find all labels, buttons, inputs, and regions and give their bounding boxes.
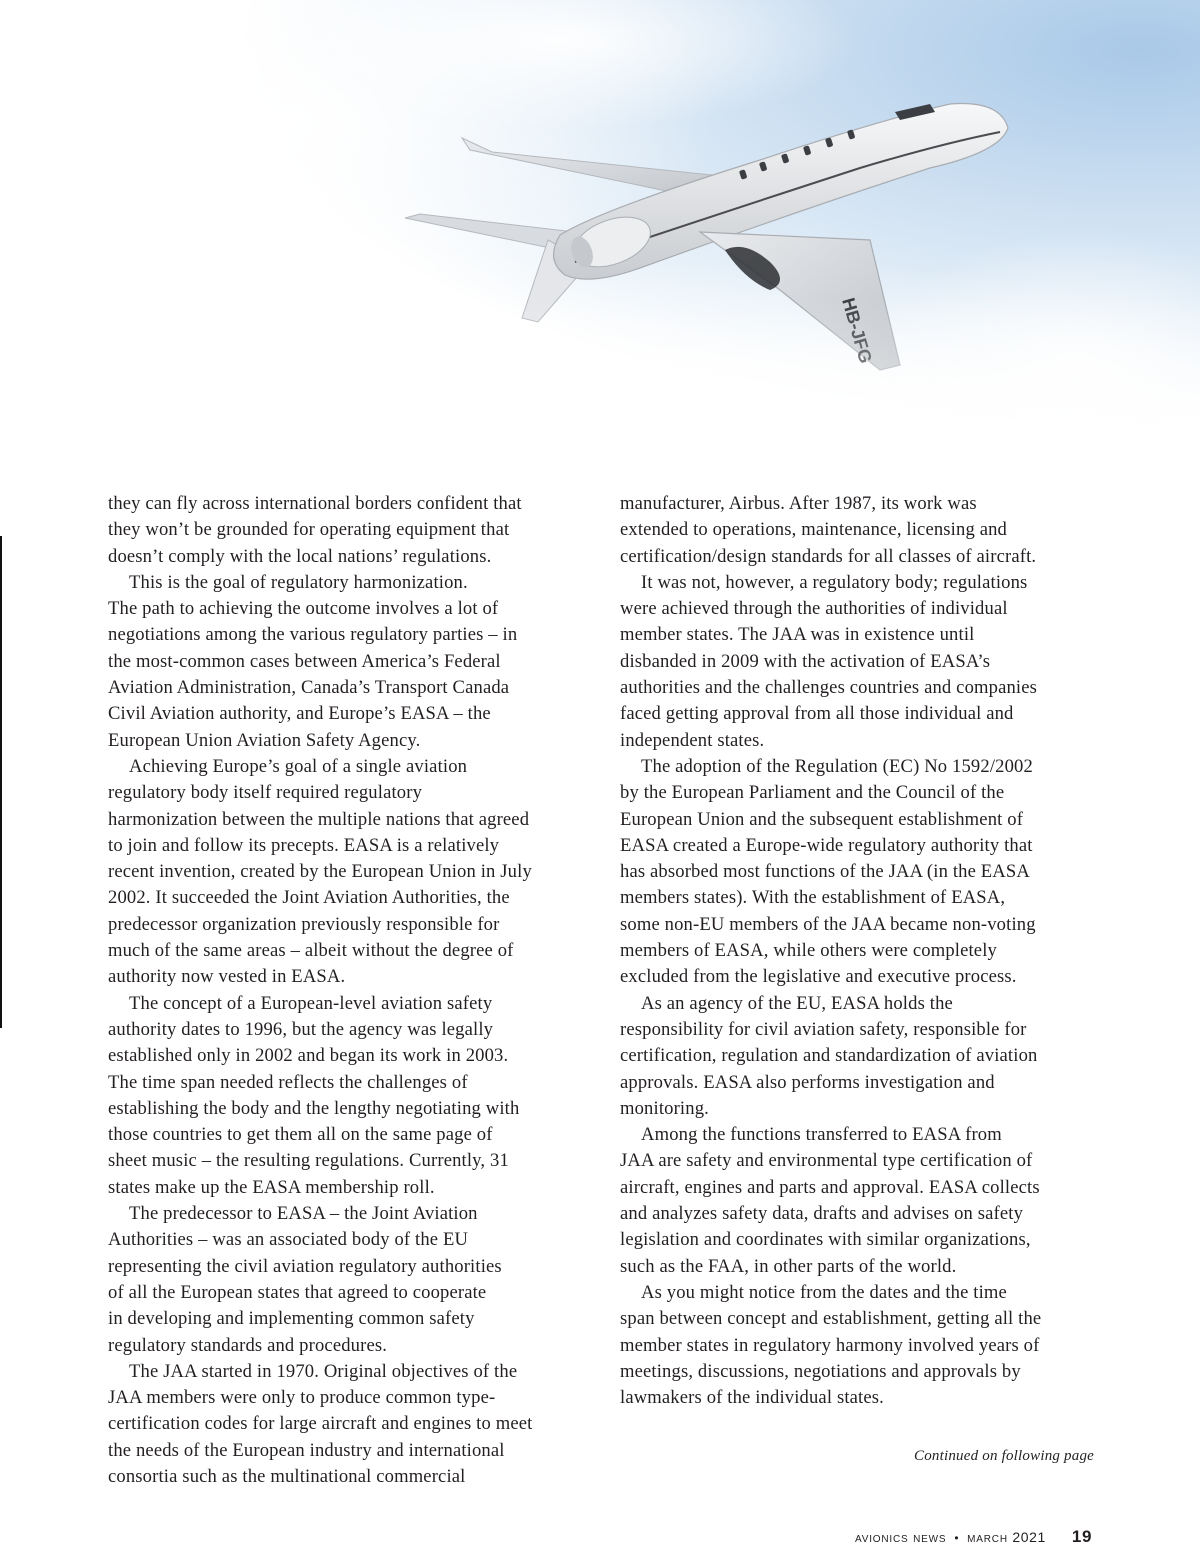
issue-year: 2021 xyxy=(1012,1529,1046,1545)
hero-photo xyxy=(0,0,1200,500)
paragraph: This is the goal of regulatory harmonization. The path to achieving the outcome involves a lot of negotiations among the various regulatory parties – in the most-common cases between America’s Federal Aviation Administration, Canada’s Transport Canada Civil Aviation authority, and Europe’s EASA – the European Union Aviation Safety Agency. xyxy=(108,571,518,751)
issue-month: march xyxy=(967,1529,1008,1545)
issue-date xyxy=(967,1529,1046,1545)
binding-edge-line xyxy=(0,536,2,1028)
paragraph: The predecessor to EASA – the Joint Aviation Authorities – was an associated body of the EU representing the civil aviation regulatory authorities of all the European states that agreed to cooperate in developing and implementing common safety regulatory standards and procedures. xyxy=(108,1203,502,1356)
paragraph: manufacturer, Airbus. After 1987, its work was extended to operations, maintenance, licensing and certification/design standards for all classes of aircraft. xyxy=(620,493,1037,567)
paragraph: The adoption of the Regulation (EC) No 1592/2002 by the European Parliament and the Council of the European Union and the subsequent establishment of EASA created a Europe-wide regulatory authority that has absorbed most functions of the JAA (in the EASA members states). With the establishment of EASA, some non-EU members of the JAA became non-voting members of EASA, while others were completely excluded from the legislative and executive process. xyxy=(620,755,1036,988)
paragraph: As an agency of the EU, EASA holds the responsibility for civil aviation safety, responsible for certification, regulation and standardization of aviation approvals. EASA also performs investigation and monitoring. xyxy=(620,992,1038,1119)
paragraph: The JAA started in 1970. Original objectives of the JAA members were only to produce common type- certification codes for large aircraft and engines to meet the needs of the European industry and international consortia such as the multinational commercial xyxy=(108,1360,533,1487)
paragraph: It was not, however, a regulatory body; regulations were achieved through the authorities of individual member states. The JAA was in existence until disbanded in 2009 with the activation of EASA’s authorities and the challenges countries and companies faced getting approval from all those individual and independent states. xyxy=(620,571,1038,751)
paragraph: they can fly across international borders confident that they won’t be grounded for operating equipment that doesn’t comply with the local nations’ regulations. xyxy=(108,493,522,567)
paragraph: As you might notice from the dates and the time span between concept and establishment, getting all the member states in regulatory harmony involved years of meetings, discussions, negotiations and approvals by lawmakers of the individual states. xyxy=(620,1281,1042,1409)
publication-name: avionics news xyxy=(855,1529,947,1545)
left-column xyxy=(108,491,592,1490)
right-column xyxy=(620,491,1096,1411)
page-number: 19 xyxy=(1071,1527,1092,1546)
continued-note: Continued on following page xyxy=(914,1448,1094,1464)
paragraph: The concept of a European-level aviation safety authority dates to 1996, but the agency was legally established only in 2002 and began its work in 2003. The time span needed reflects the challenges of establishing the body and the lengthy negotiating with those countries to get them all on the same page of sheet music – the resulting regulations. Currently, 31 states make up the EASA membership roll. xyxy=(108,992,520,1198)
jet-illustration xyxy=(0,0,1200,500)
footer-separator: • xyxy=(954,1531,960,1545)
paragraph: Among the functions transferred to EASA from JAA are safety and environmental type certification of aircraft, engines and parts and approval. EASA collects and analyzes safety data, drafts and advises on safety legislation and coordinates with similar organizations, such as the FAA, in other parts of the world. xyxy=(620,1124,1040,1277)
paragraph: Achieving Europe’s goal of a single aviation regulatory body itself required regulatory harmonization between the multiple nations that agreed to join and follow its precepts. EASA is a relatively recent invention, created by the European Union in July 2002. It succeeded the Joint Aviation Authorities, the predecessor organization previously responsible for much of the same areas – albeit without the degree of authority now vested in EASA. xyxy=(108,755,532,988)
page-footer xyxy=(855,1527,1092,1547)
